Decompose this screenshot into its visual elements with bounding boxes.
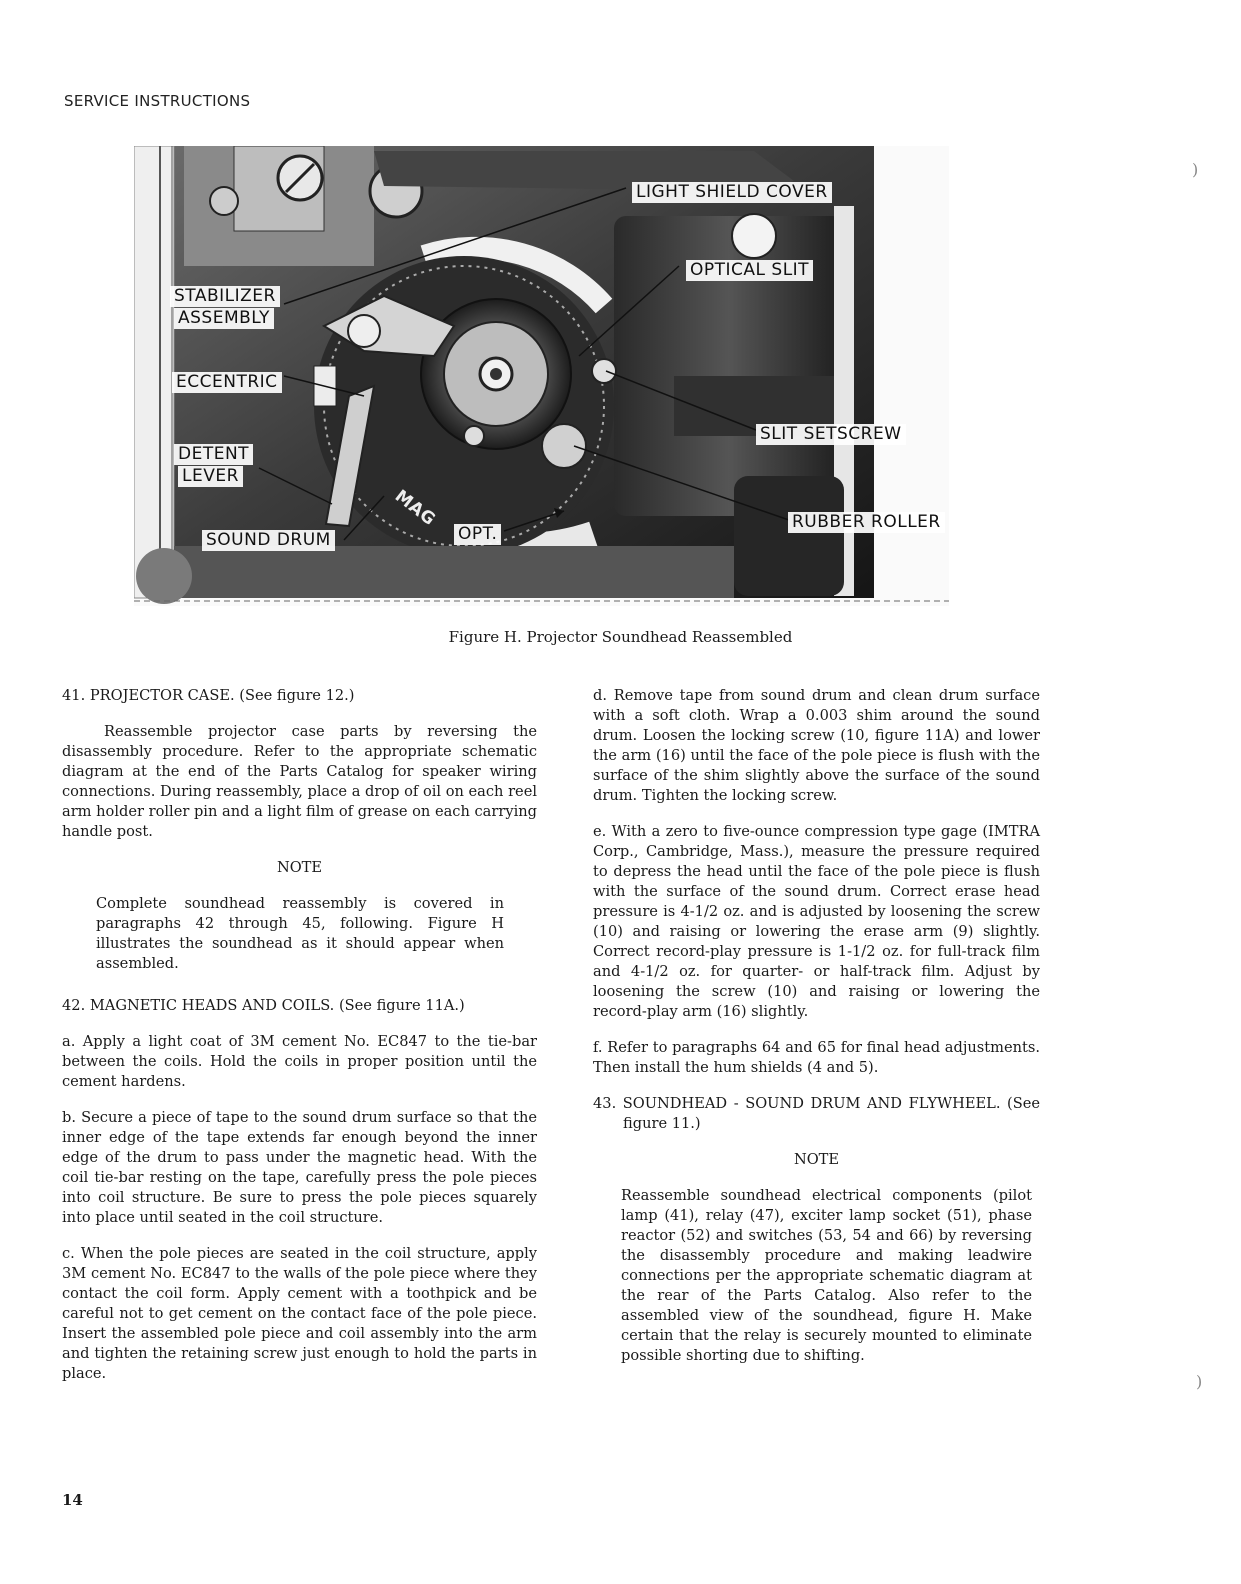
scan-mark: ) — [1196, 1372, 1203, 1391]
label-assembly: ASSEMBLY — [174, 308, 274, 329]
label-mag: MAG — [390, 486, 440, 531]
page-header: SERVICE INSTRUCTIONS — [64, 92, 251, 110]
label-light-shield-cover: LIGHT SHIELD COVER — [632, 182, 832, 203]
section-41-body: Reassemble projector case parts by reversing the disassembly procedure. Refer to the appropriate schematic diagram at the end of the Parts Catalog for speaker wiring connections. During reassembly, place a drop of oil on each reel arm holder roller pin and a light film of grease on each carrying handle post. — [62, 723, 537, 840]
label-sound-drum: SOUND DRUM — [202, 530, 335, 551]
label-eccentric: ECCENTRIC — [172, 372, 282, 393]
section-42-step-b: b. Secure a piece of tape to the sound drum surface so that the inner edge of the tape extends far enough beyond the inner edge of the drum to pass under the magnetic head. With the coil tie-bar resting on the tape, carefully press the pole pieces into coil structure. Be sure to press the pole pieces squarely into place until seated in the coil structure. — [62, 1109, 537, 1226]
note-heading: NOTE — [276, 859, 323, 876]
right-column — [593, 686, 1040, 1388]
page-number: 14 — [62, 1491, 83, 1509]
section-42-step-d: d. Remove tape from sound drum and clean drum surface with a soft cloth. Wrap a 0.003 shim around the sound drum. Loosen the locking screw (10, figure 11A) and lower the arm (16) until the face of the pole piece is flush with the surface of the shim slightly above the surface of the sound drum. Tighten the locking screw. — [593, 687, 1040, 804]
section-42-step-e: e. With a zero to five-ounce compression type gage (IMTRA Corp., Cambridge, Mass.), measure the pressure required to depress the head until the face of the pole piece is flush with the surface of the sound drum. Correct erase head pressure is 4-1/2 oz. and is adjusted by loosening the screw (10) and raising or lowering the erase arm (9) slightly. Correct record-play pressure is 1-1/2 oz. for full-track film and 4-1/2 oz. for quarter- or half-track film. Adjust by loosening the screw (10) and raising or lowering the record-play arm (16) slightly. — [593, 823, 1040, 1020]
figure-caption: Figure H. Projector Soundhead Reassembled — [448, 628, 793, 646]
label-lever: LEVER — [178, 466, 243, 487]
note-body: Reassemble soundhead electrical components (pilot lamp (41), relay (47), exciter lamp socket (51), phase reactor (52) and switches (53, 54 and 66) by reversing the disassembly procedure and making leadwire connections per the appropriate schematic diagram at the rear of the Parts Catalog. Also refer to the assembled view of the soundhead, figure H. Make certain that the relay is securely mounted to eliminate possible shorting due to shifting. — [621, 1187, 1032, 1364]
section-42-heading: 42. MAGNETIC HEADS AND COILS. (See figure 11A.) — [62, 997, 465, 1014]
label-rubber-roller: RUBBER ROLLER — [788, 512, 945, 533]
scan-mark: ) — [1192, 160, 1199, 179]
section-41-heading: 41. PROJECTOR CASE. (See figure 12.) — [62, 687, 355, 704]
section-42-step-c: c. When the pole pieces are seated in the coil structure, apply 3M cement No. EC847 to the walls of the pole piece where they contact the coil form. Apply cement with a toothpick and be careful not to get cement on the contact face of the pole piece. Insert the assembled pole piece and coil assembly into the arm and tighten the retaining screw just enough to hold the parts in place. — [62, 1245, 537, 1382]
section-43-heading: 43. SOUNDHEAD - SOUND DRUM AND FLYWHEEL. (See figure 11.) — [593, 1095, 1040, 1132]
label-slit-setscrew: SLIT SETSCREW — [756, 424, 906, 445]
left-column — [62, 686, 537, 1400]
section-42-step-a: a. Apply a light coat of 3M cement No. EC847 to the tie-bar between the coils. Hold the coils in proper position until the cement hardens. — [62, 1033, 537, 1090]
label-opt: OPT. — [454, 524, 501, 545]
section-42-step-f: f. Refer to paragraphs 64 and 65 for final head adjustments. Then install the hum shields (4 and 5). — [593, 1039, 1040, 1076]
label-optical-slit: OPTICAL SLIT — [686, 260, 813, 281]
note-heading: NOTE — [793, 1151, 840, 1168]
soundhead-photo — [134, 146, 949, 606]
note-body: Complete soundhead reassembly is covered in paragraphs 42 through 45, following. Figure H illustrates the soundhead as it should appear when assembled. — [96, 895, 504, 972]
label-detent: DETENT — [174, 444, 253, 465]
label-stabilizer: STABILIZER — [170, 286, 280, 307]
